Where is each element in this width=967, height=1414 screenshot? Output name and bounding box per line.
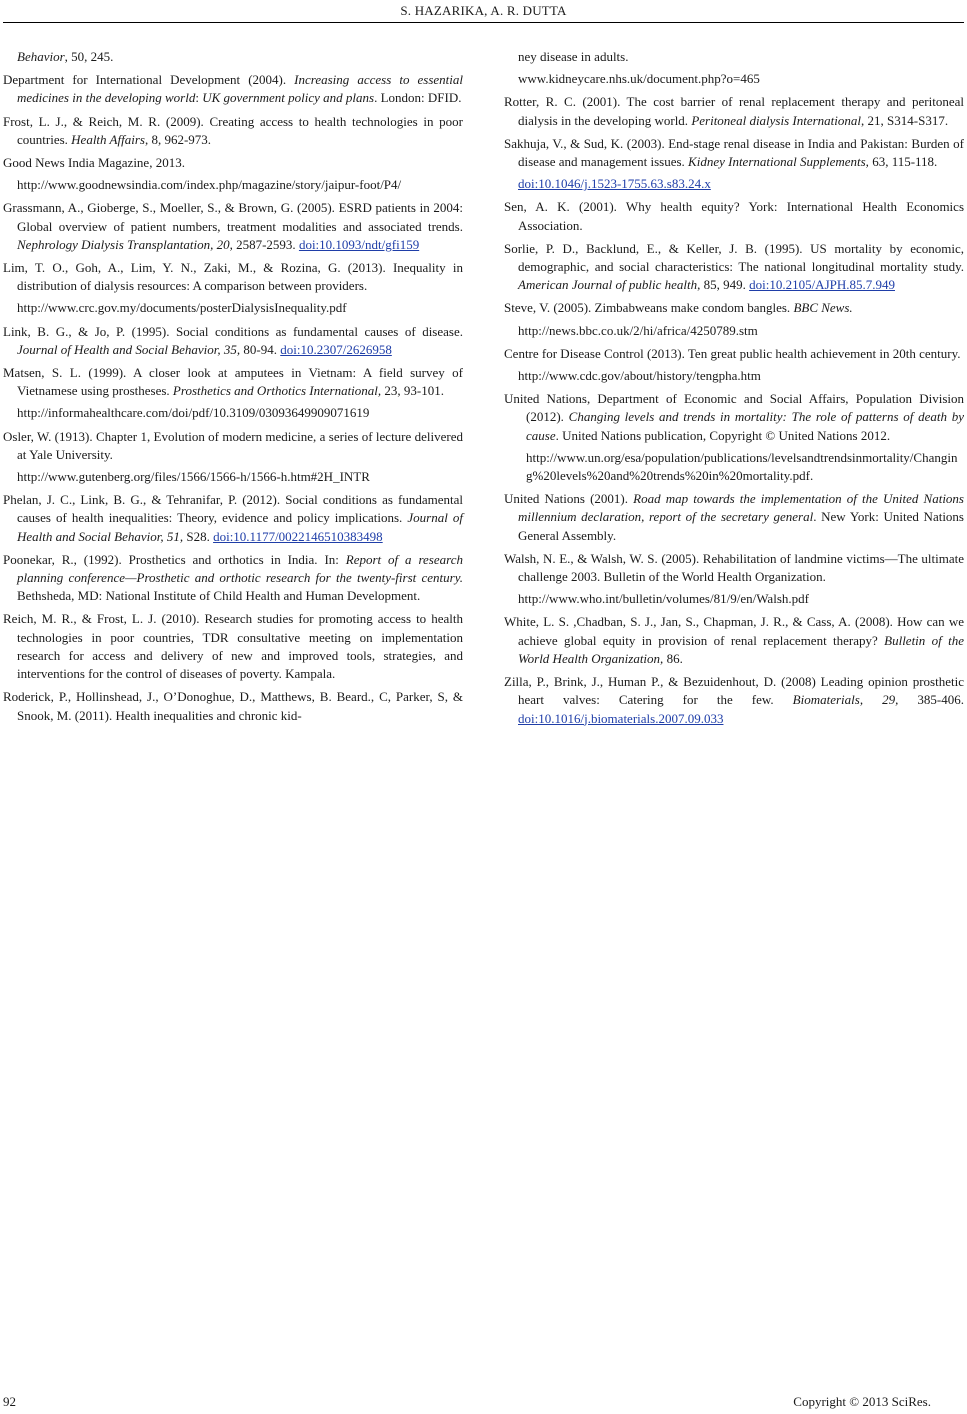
page-number: 92 [3, 1394, 16, 1409]
reference-text: Sen, A. K. (2001). Why health equity? York: International Health Economics Association. [504, 199, 964, 233]
reference-url[interactable]: http://www.goodnewsindia.com/index.php/magazine/story/jaipur-foot/P4/ [17, 177, 402, 193]
italic-text: Report of a research planning conference—Prosthetic and orthotic research for the twenty-first century. [17, 551, 463, 586]
reference-entry [3, 259, 463, 318]
reference-text: 80-94. [240, 341, 281, 357]
italic-text: Prosthetics and Orthotics International, [172, 383, 382, 399]
reference-text: Good News India Magazine, 2013. [3, 155, 185, 171]
reference-url[interactable]: http://www.cdc.gov/about/history/tengpha.htm [518, 368, 761, 384]
reference-text: Bethsheda, MD: National Institute of Child Health and Human Development. [17, 588, 421, 604]
doi-link[interactable]: doi:10.1177/0022146510383498 [213, 528, 383, 544]
reference-text: , 50, 245. [64, 49, 114, 64]
italic-text: Journal of Health and Social Behavior, 35, [17, 341, 241, 357]
reference-text: . New York: United Nations General Assembly. [518, 509, 964, 543]
italic-text: Journal of Health and Social Behavior, 51, [17, 510, 463, 544]
italic-text: Increasing access to essential medicines in the developing world [17, 72, 463, 106]
reference-text: Steve, V. (2005). Zimbabweans make condom bangles. [504, 300, 794, 316]
reference-entry [504, 93, 964, 129]
reference-entry [3, 688, 463, 724]
italic-text: Changing levels and trends in mortality: The role of patterns of death by cause [526, 409, 964, 443]
reference-text: Department for International Development (2004). [3, 72, 295, 88]
reference-entry [504, 240, 964, 295]
reference-entry [3, 48, 463, 66]
reference-text: Matsen, S. L. (1999). A closer look at amputees in Vietnam: A field survey of Vietnamese using prostheses. [3, 365, 463, 399]
reference-entry [504, 345, 964, 385]
italic-text: UK government policy and plans [202, 90, 375, 106]
reference-text: . London: DFID. [374, 90, 462, 106]
left-column [3, 48, 463, 730]
reference-text: , 85, 949. [697, 277, 750, 293]
reference-url[interactable]: http://www.who.int/bulletin/volumes/81/9/en/Walsh.pdf [518, 591, 809, 607]
running-header: S. HAZARIKA, A. R. DUTTA [400, 3, 567, 18]
reference-text: Frost, L. J., & Reich, M. R. (2009). Creating access to health technologies in poor countries. [3, 113, 463, 147]
reference-entry [504, 48, 964, 88]
reference-text: Rotter, R. C. (2001). The cost barrier of renal replacement therapy and peritoneal dialysis in the developing world. [504, 94, 964, 128]
reference-text: White, L. S. ,Chadban, S. J., Jan, S., Chapman, J. R., & Cass, A. (2008). How can we achieve global equity in provision of renal replacement therapy? [504, 614, 964, 648]
italic-text: American Journal of public health [518, 277, 698, 293]
reference-entry [504, 299, 964, 339]
doi-link[interactable]: doi:10.1093/ndt/gfi159 [298, 236, 420, 252]
reference-entry [504, 490, 964, 545]
reference-text: 86. [663, 650, 683, 666]
reference-text: Phelan, J. C., Link, B. G., & Tehranifar, P. (2012). Social conditions as fundamental causes of health inequalities: Theory, evidence and policy implications. [3, 492, 463, 526]
reference-text: Walsh, N. E., & Walsh, W. S. (2005). Rehabilitation of landmine victims—The ultimate challenge 2003. Bulletin of the World Health Organization. [504, 550, 964, 585]
reference-entry [504, 198, 964, 234]
reference-url[interactable]: http://www.un.org/esa/population/publications/levelsandtrendsinmortality/Changing%20levels%20and%20trends%20in%20mortality.pdf. [526, 449, 958, 484]
reference-entry [3, 364, 463, 423]
reference-entry [504, 550, 964, 609]
italic-text: Behavior [17, 49, 65, 64]
reference-text: , 8, 962-973. [144, 131, 212, 147]
reference-text: 23, 93-101. [381, 383, 444, 399]
reference-text: United Nations (2001). [504, 491, 634, 507]
reference-url[interactable]: http://www.crc.gov.my/documents/posterDialysisInequality.pdf [17, 300, 347, 316]
header-rule [3, 22, 964, 23]
reference-entry [3, 551, 463, 606]
reference-text: Sorlie, P. D., Backlund, E., & Keller, J. B. (1995). US mortality by economic, demographic, and social characteristics: The national longitudinal mortality study. [504, 240, 964, 275]
reference-entry [3, 428, 463, 487]
italic-text: Nephrology Dialysis Transplantation, 20, [17, 236, 233, 252]
reference-text: 385-406. [898, 692, 964, 708]
doi-link[interactable]: doi:10.1016/j.biomaterials.2007.09.033 [518, 710, 724, 726]
reference-text: ney disease in adults. [518, 49, 629, 64]
reference-url[interactable]: http://news.bbc.co.uk/2/hi/africa/4250789.stm [518, 322, 758, 338]
reference-text: 2587-2593. [232, 236, 299, 252]
reference-url[interactable]: http://www.gutenberg.org/files/1566/1566-h/1566-h.htm#2H_INTR [17, 469, 370, 485]
reference-text: United Nations, Department of Economic and Social Affairs, Population Division (2012). [504, 391, 964, 425]
reference-text: Roderick, P., Hollinshead, J., O’Donoghue, D., Matthews, B. Beard., C, Parker, S, & Snook, M. (2011). Health inequalities and chronic kid- [3, 689, 463, 723]
italic-text: BBC News. [793, 300, 853, 316]
reference-text: . United Nations publication, Copyright © United Nations 2012. [555, 427, 891, 443]
copyright-notice: Copyright © 2013 SciRes. [793, 1394, 931, 1409]
italic-text: Biomaterials, 29, [792, 692, 899, 708]
reference-entry [504, 673, 964, 728]
doi-link[interactable]: doi:10.1046/j.1523-1755.63.s83.24.x [518, 176, 711, 192]
reference-text: : [195, 90, 203, 106]
reference-text: , 21, S314-S317. [861, 112, 949, 128]
italic-text: Bulletin of the World Health Organization, [518, 632, 964, 666]
reference-text: 63, 115-118. [868, 154, 938, 170]
italic-text: Road map towards the implementation of the United Nations millennium declaration, report of the secretary general [518, 491, 964, 525]
reference-entry [3, 323, 463, 359]
reference-entry [3, 113, 463, 149]
reference-entry [3, 154, 463, 194]
reference-text: S28. [183, 528, 214, 544]
reference-text: Reich, M. R., & Frost, L. J. (2010). Research studies for promoting access to health technologies in poor countries, TDR consultative meeting on implementation research for access and delivery of new and improved tools, strategies, and interventions for the control of diseases of poverty. Kampala. [3, 611, 463, 682]
reference-entry [504, 390, 964, 485]
reference-text: Osler, W. (1913). Chapter 1, Evolution of modern medicine, a series of lecture delivered at Yale University. [3, 428, 463, 462]
reference-entry [3, 71, 463, 107]
reference-entry [504, 613, 964, 668]
right-column [504, 48, 964, 733]
reference-entry [504, 135, 964, 194]
italic-text: Peritoneal dialysis International [691, 112, 862, 128]
reference-entry [3, 199, 463, 254]
doi-link[interactable]: doi:10.2105/AJPH.85.7.949 [749, 277, 895, 293]
reference-text: Grassmann, A., Gioberge, S., Moeller, S., & Brown, G. (2005). ESRD patients in 2004: Global overview of patient numbers, treatment modalities and associated trends. [3, 200, 463, 234]
reference-url[interactable]: www.kidneycare.nhs.uk/document.php?o=465 [518, 71, 760, 87]
reference-text: Link, B. G., & Jo, P. (1995). Social conditions as fundamental causes of disease. [3, 323, 463, 339]
reference-text: Sakhuja, V., & Sud, K. (2003). End-stage renal disease in India and Pakistan: Burden of disease and management issues. [504, 135, 964, 170]
reference-text: Centre for Disease Control (2013). Ten great public health achievement in 20th century. [504, 345, 961, 361]
reference-entry [3, 491, 463, 546]
italic-text: Kidney International Supplements, [688, 154, 869, 170]
reference-text: Poonekar, R., (1992). Prosthetics and orthotics in India. In: [3, 551, 346, 567]
doi-link[interactable]: doi:10.2307/2626958 [280, 341, 392, 357]
reference-text: Zilla, P., Brink, J., Human P., & Bezuidenhout, D. (2008) Leading opinion prosthetic heart valves: Catering for the few. [504, 674, 964, 708]
reference-entry [3, 610, 463, 683]
reference-text: Lim, T. O., Goh, A., Lim, Y. N., Zaki, M., & Rozina, G. (2013). Inequality in distribution of dialysis resources: A comparison between providers. [3, 260, 463, 294]
reference-url[interactable]: http://informahealthcare.com/doi/pdf/10.3109/03093649909071619 [17, 405, 370, 421]
italic-text: Health Affairs [71, 131, 145, 147]
